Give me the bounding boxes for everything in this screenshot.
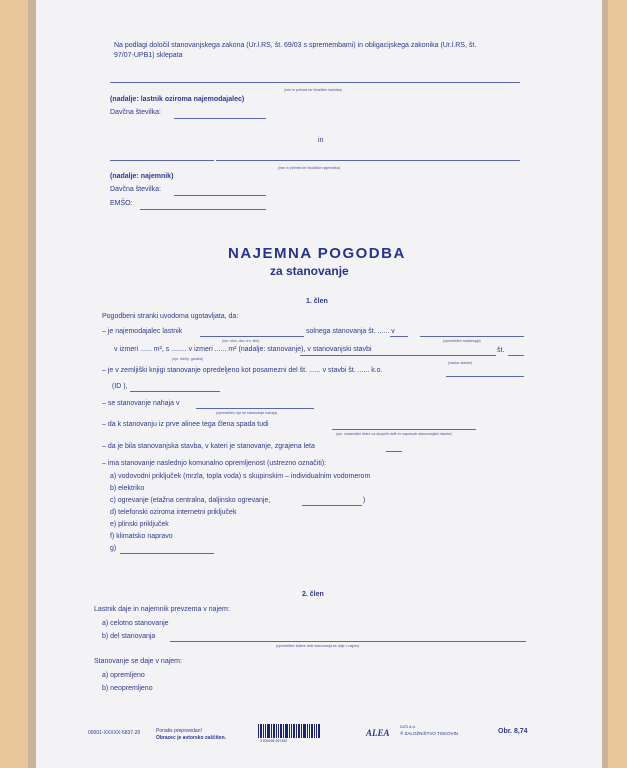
landlord-name-hint: (ime in priimek ter bivališče lastnika) [284, 88, 342, 92]
tenant-emso-field[interactable] [140, 209, 266, 210]
owner-field[interactable] [200, 336, 304, 337]
utility-option-a[interactable]: a) vodovodni priključek (mrzla, topla voda) s skupinskim – individualnim vodomerom [110, 473, 371, 480]
clause-landregistry: – je v zemljiški knjigi stanovanje opredeljeno kot posamezni del št. ...... v stavbi št. ...... k.o. [102, 367, 383, 374]
furnished-question: Stanovanje se daje v najem: [94, 658, 182, 665]
contract-subtitle: za stanovanje [270, 264, 349, 278]
clause-size-text: v izmeri ...... m², s ........ v izmeri ...... m² (nadalje: stanovanje), v stanovanjski stavbi [114, 346, 372, 353]
scope-option-a[interactable]: a) celotno stanovanje [102, 620, 169, 627]
clause-belongs: – da k stanovanju iz prve alinee tega člena spada tudi [102, 421, 269, 428]
scope-option-b[interactable]: b) del stanovanja [102, 633, 156, 640]
furnished-option-b[interactable]: b) neopremljeno [102, 685, 153, 692]
publisher: ® ZALOŽNIŠTVO TISKOVIN [400, 731, 458, 736]
tenant-name-hint: (ime in priimek ter bivališče najemnika) [278, 166, 340, 170]
utility-option-f[interactable]: f) klimatsko napravo [110, 533, 173, 540]
conjunction-in: in [318, 137, 324, 144]
apartment-no-field[interactable] [390, 336, 408, 337]
location-field[interactable] [420, 336, 524, 337]
utility-option-c[interactable]: c) ogrevanje (etažna centralna, daljinsko ogrevanje, [110, 497, 271, 504]
street-hint: (naslov stavbe) [448, 361, 473, 365]
dzs-code: DZS d.d. [400, 724, 416, 729]
clause-building-year: – da je bila stanovanjska stavba, v kateri je stanovanje, zgrajena leta [102, 443, 315, 450]
belongs-field[interactable] [332, 429, 476, 430]
clause-id: (ID ), [112, 383, 128, 390]
tenant-tax-label: Davčna številka: [110, 186, 161, 193]
belongs-hint: (npr. solastniški delež na skupnih delih in napravah stanovanjske stavbe) [336, 432, 452, 436]
clause-utilities: – ima stanovanje naslednjo komunalno opremljenost (ustrezno označiti): [102, 460, 327, 467]
id-field[interactable] [130, 391, 220, 392]
contract-title: NAJEMNA POGODBA [228, 245, 406, 262]
ko-field[interactable] [446, 376, 524, 377]
landlord-tax-label: Davčna številka: [110, 109, 161, 116]
article-1-intro: Pogodbeni stranki uvodoma ugotavljata, da: [102, 313, 239, 320]
heating-other-field[interactable] [302, 505, 362, 506]
year-field[interactable] [386, 451, 402, 452]
tenant-tax-field[interactable] [174, 195, 266, 196]
house-number-field[interactable] [508, 355, 524, 356]
part-field[interactable] [170, 641, 526, 642]
street-field[interactable] [300, 355, 496, 356]
landlord-name-line[interactable] [110, 82, 520, 83]
owner-share-hint: (npr. sklo, dvo, tro, štiri) [222, 339, 260, 343]
location-hint: (opredelitev nadstropja) [443, 339, 481, 343]
article-2-intro: Lastnik daje in najemnik prevzema v najem: [94, 606, 230, 613]
landlord-tax-field[interactable] [174, 118, 266, 119]
part-hint: (opredelitev katere dele stanovanja se daje v najem) [276, 644, 360, 648]
option-g-field[interactable] [120, 553, 214, 554]
tenant-name-line-right[interactable] [216, 160, 520, 161]
form-number: Obr. 8,74 [498, 728, 528, 735]
tenant-role-label: (nadalje: najemnik) [110, 173, 174, 180]
location-detail-hint: (opredelitev, kje se stanovanje nahaja) [216, 411, 278, 415]
furnished-option-a[interactable]: a) opremljeno [102, 672, 145, 679]
barcode [258, 724, 321, 738]
intro-text-line1: Na podlagi določil stanovanjskega zakona (Ur.l.RS, št. 69/03 s spremembami) in obligacijskega zakonika (Ur.l.RS, št. [114, 42, 477, 49]
landlord-role-label: (nadalje: lastnik oziroma najemodajalec) [110, 96, 245, 103]
alea-logo: ALEA [366, 728, 390, 738]
article-2-heading: 2. člen [302, 591, 324, 598]
clause-owner-label: – je najemodajalec lastnik [102, 328, 183, 335]
size-hint: (npr. klet/p, garaža) [172, 357, 203, 361]
contract-page [36, 0, 602, 768]
copy-warning-2: Obrazec je avtorsko zaščiten. [156, 735, 227, 741]
option-c-close: ) [363, 497, 366, 504]
tenant-emso-label: EMŠO: [110, 200, 133, 207]
barcode-number: 3 830006 597482 [260, 739, 288, 743]
tenant-name-line-left[interactable] [110, 160, 214, 161]
utility-option-g[interactable]: g) [110, 545, 117, 552]
form-code: 00001-XXXXX-5837-20 [88, 730, 141, 736]
article-1-heading: 1. člen [306, 298, 328, 305]
utility-option-b[interactable]: b) elektriko [110, 485, 145, 492]
copy-warning-1: Ponatis prepovedan! [156, 728, 202, 734]
location-detail-field[interactable] [196, 408, 314, 409]
utility-option-e[interactable]: e) plinski priključek [110, 521, 169, 528]
clause-coowner-text: solnega stanovanja št. ...... v [306, 328, 395, 335]
house-number-label: št. [497, 347, 505, 354]
intro-text-line2: 97/07-UPB1) sklepata [114, 52, 183, 59]
clause-location: – se stanovanje nahaja v [102, 400, 180, 407]
utility-option-d[interactable]: d) telefonski oziroma internetni priključek [110, 509, 237, 516]
